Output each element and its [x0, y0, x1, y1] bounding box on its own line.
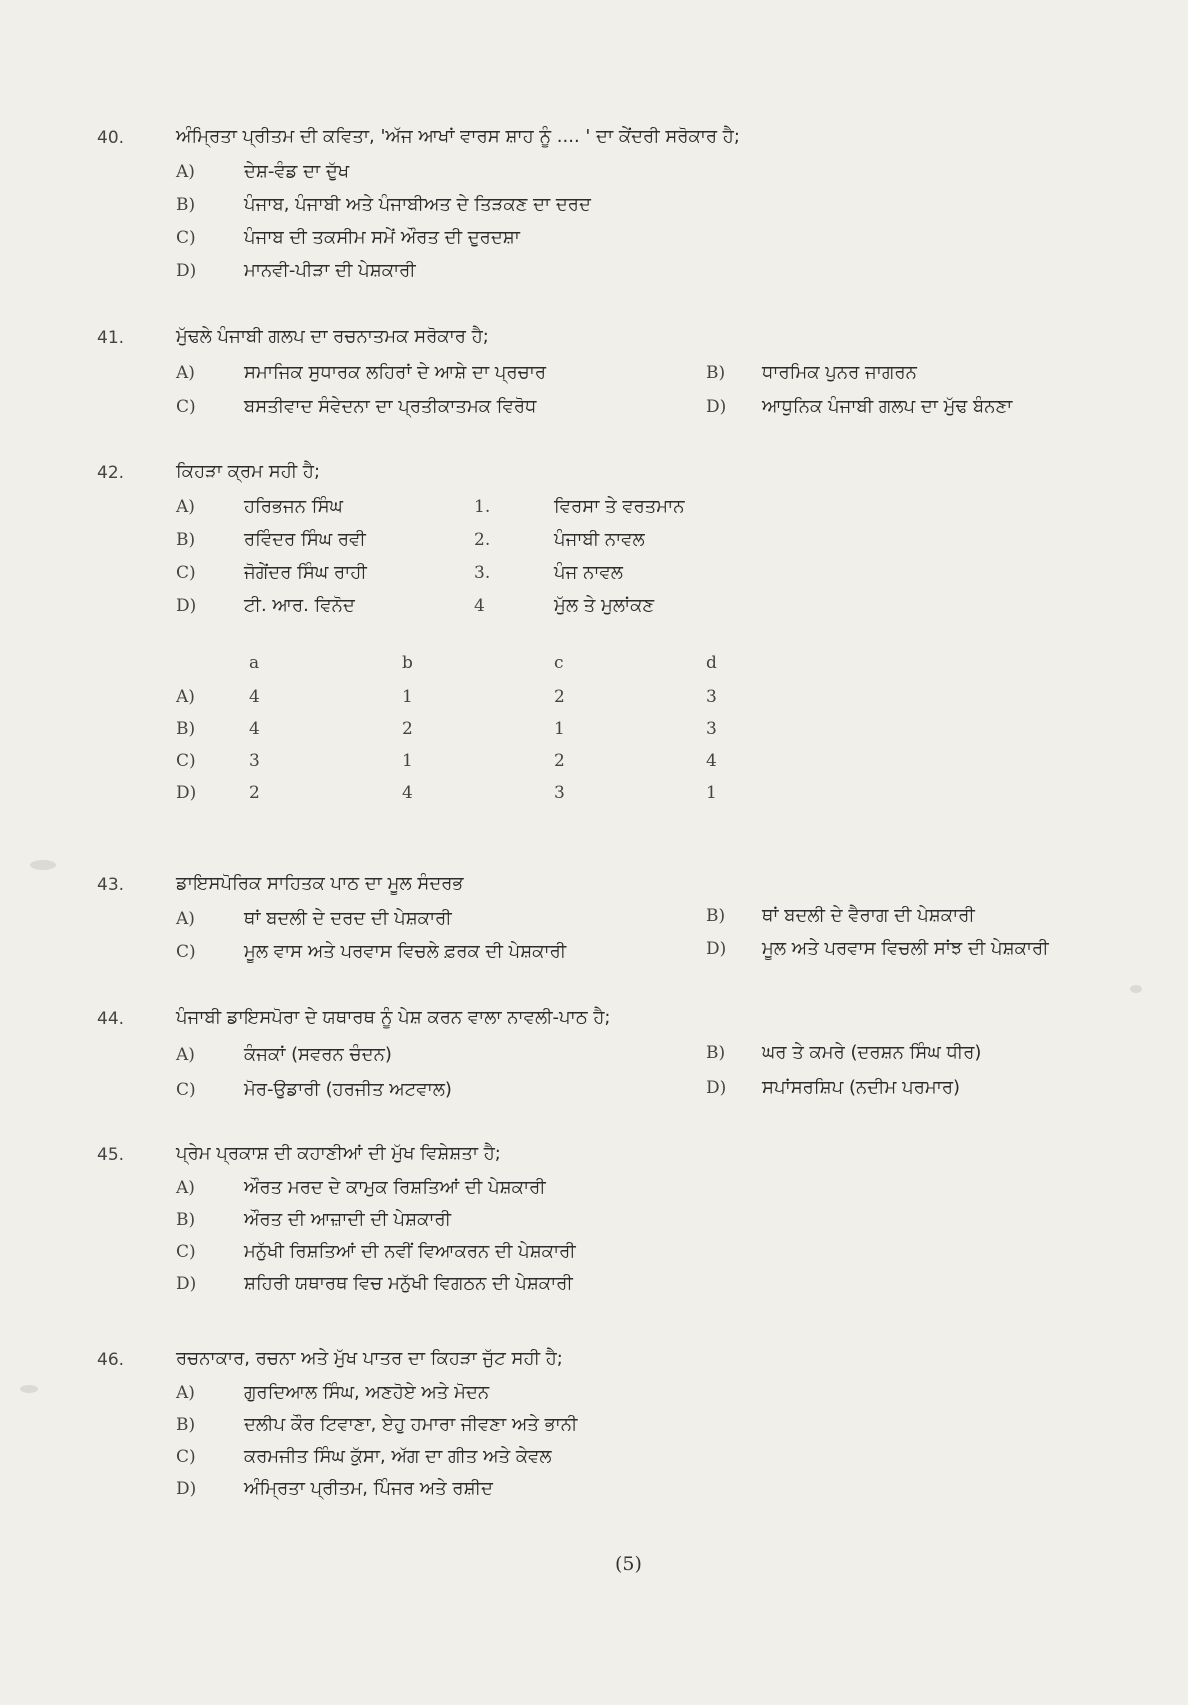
option-a: A) ਔਰਤ ਮਰਦ ਦੇ ਕਾਮੁਕ ਰਿਸ਼ਤਿਆਂ ਦੀ ਪੇਸ਼ਕਾਰੀ: [176, 1177, 546, 1198]
question-stem: ਰਚਨਾਕਾਰ, ਰਚਨਾ ਅਤੇ ਮੁੱਖ ਪਾਤਰ ਦਾ ਕਿਹੜਾ ਜੁੱਟ ਸਹੀ ਹੈ;: [176, 1348, 563, 1369]
exam-page: 40. ਅੰਮ੍ਰਿਤਾ ਪ੍ਰੀਤਮ ਦੀ ਕਵਿਤਾ, 'ਅੱਜ ਆਖਾਂ ਵਾਰਸ ਸ਼ਾਹ ਨੂੰ .... ' ਦਾ ਕੇਂਦਰੀ ਸਰੋਕਾਰ ਹੈ; A) ਦੇਸ਼-ਵੰਡ ਦਾ ਦੁੱਖ B) ਪੰਜਾਬ, ਪੰਜਾਬੀ ਅਤੇ ਪੰਜਾਬੀਅਤ ਦੇ ਤਿੜਕਣ ਦਾ ਦਰਦ C) ਪੰਜਾਬ ਦੀ ਤਕਸੀਮ ਸਮੇਂ ਔਰਤ ਦੀ ਦੁਰਦਸ਼ਾ D) ਮਾਨਵੀ-ਪੀੜਾ ਦੀ ਪੇਸ਼ਕਾਰੀ 41. ਮੁੱਢਲੇ ਪੰਜਾਬੀ ਗਲਪ ਦਾ ਰਚਨਾਤਮਕ ਸਰੋਕਾਰ ਹੈ; A) ਸਮਾਜਿਕ ਸੁਧਾਰਕ ਲਹਿਰਾਂ ਦੇ ਆਸ਼ੇ ਦਾ ਪ੍ਰਚਾਰ B) ਧਾਰਮਿਕ ਪੁਨਰ ਜਾਗਰਨ C) ਬਸਤੀਵਾਦ ਸੰਵੇਦਨਾ ਦਾ ਪ੍ਰਤੀਕਾਤਮਕ ਵਿਰੋਧ D) ਆਧੁਨਿਕ ਪੰਜਾਬੀ ਗਲਪ ਦਾ ਮੁੱਢ ਬੰਨਣਾ 42. ਕਿਹੜਾ ਕ੍ਰਮ ਸਹੀ ਹੈ; A) ਹਰਿਭਜਨ ਸਿੰਘ 1. ਵਿਰਸਾ ਤੇ ਵਰਤਮਾਨ B) ਰਵਿੰਦਰ ਸਿੰਘ ਰਵੀ 2. ਪੰਜਾਬੀ ਨਾਵਲ C) ਜੋਗੇਂਦਰ ਸਿੰਘ ਰਾਹੀ 3. ਪੰਜ ਨਾਵਲ D) ਟੀ. ਆਰ. ਵਿਨੋਦ 4 ਮੁੱਲ ਤੇ ਮੁਲਾਂਕਣ a b c d A) 4 1 2 3 B) 4 2 1 3 C) 3 1 2 4 D) 2 4 3 1 43. ਡਾਇਸਪੋਰਿਕ ਸਾਹਿਤਕ ਪਾਠ ਦਾ ਮੂਲ ਸੰਦਰਭ A) ਥਾਂ ਬਦਲੀ ਦੇ ਦਰਦ ਦੀ ਪੇਸ਼ਕਾਰੀ B) ਥਾਂ ਬਦਲੀ ਦੇ ਵੈਰਾਗ ਦੀ ਪੇਸ਼ਕਾਰੀ C) ਮੂਲ ਵਾਸ ਅਤੇ ਪਰਵਾਸ ਵਿਚਲੇ ਫ਼ਰਕ ਦੀ ਪੇਸ਼ਕਾਰੀ D) ਮੂਲ ਅਤੇ ਪਰਵਾਸ ਵਿਚਲੀ ਸਾਂਝ ਦੀ ਪੇਸ਼ਕਾਰੀ 44. ਪੰਜਾਬੀ ਡਾਇਸਪੋਰਾ ਦੇ ਯਥਾਰਥ ਨੂੰ ਪੇਸ਼ ਕਰਨ ਵਾਲਾ ਨਾਵਲੀ-ਪਾਠ ਹੈ; A) ਕੰਜਕਾਂ (ਸਵਰਨ ਚੰਦਨ) B) ਘਰ ਤੇ ਕਮਰੇ (ਦਰਸ਼ਨ ਸਿੰਘ ਧੀਰ) C) ਮੋਰ-ਉਡਾਰੀ (ਹਰਜੀਤ ਅਟਵਾਲ) D) ਸਪਾਂਸਰਸ਼ਿਪ (ਨਦੀਮ ਪਰਮਾਰ) 45. ਪ੍ਰੇਮ ਪ੍ਰਕਾਸ਼ ਦੀ ਕਹਾਣੀਆਂ ਦੀ ਮੁੱਖ ਵਿਸ਼ੇਸ਼ਤਾ ਹੈ; A) ਔਰਤ ਮਰਦ ਦੇ ਕਾਮੁਕ ਰਿਸ਼ਤਿਆਂ ਦੀ ਪੇਸ਼ਕਾਰੀ B) ਔਰਤ ਦੀ ਆਜ਼ਾਦੀ ਦੀ ਪੇਸ਼ਕਾਰੀ C) ਮਨੁੱਖੀ ਰਿਸ਼ਤਿਆਂ ਦੀ ਨਵੀਂ ਵਿਆਕਰਨ ਦੀ ਪੇਸ਼ਕਾਰੀ D) ਸ਼ਹਿਰੀ ਯਥਾਰਥ ਵਿਚ ਮਨੁੱਖੀ ਵਿਗਠਨ ਦੀ ਪੇਸ਼ਕਾਰੀ 46. ਰਚਨਾਕਾਰ, ਰਚਨਾ ਅਤੇ ਮੁੱਖ ਪਾਤਰ ਦਾ ਕਿਹੜਾ ਜੁੱਟ ਸਹੀ ਹੈ; A) ਗੁਰਦਿਆਲ ਸਿੰਘ, ਅਣਹੋਏ ਅਤੇ ਮੋਦਨ B) ਦਲੀਪ ਕੌਰ ਟਿਵਾਣਾ, ਏਹੁ ਹਮਾਰਾ ਜੀਵਣਾ ਅਤੇ ਭਾਨੀ C) ਕਰਮਜੀਤ ਸਿੰਘ ਕੁੱਸਾ, ਅੱਗ ਦਾ ਗੀਤ ਅਤੇ ਕੇਵਲ D) ਅੰਮ੍ਰਿਤਾ ਪ੍ਰੀਤਮ, ਪਿੰਜਰ ਅਤੇ ਰਸ਼ੀਦ (5): [0, 0, 1188, 1705]
match-row-b: B) ਰਵਿੰਦਰ ਸਿੰਘ ਰਵੀ 2. ਪੰਜਾਬੀ ਨਾਵਲ: [176, 529, 645, 550]
option-b: B) ਘਰ ਤੇ ਕਮਰੇ (ਦਰਸ਼ਨ ਸਿੰਘ ਧੀਰ): [706, 1042, 982, 1063]
option-b: B) ਦਲੀਪ ਕੌਰ ਟਿਵਾਣਾ, ਏਹੁ ਹਮਾਰਾ ਜੀਵਣਾ ਅਤੇ ਭਾਨੀ: [176, 1414, 578, 1435]
option-d: D) ਆਧੁਨਿਕ ਪੰਜਾਬੀ ਗਲਪ ਦਾ ਮੁੱਢ ਬੰਨਣਾ: [706, 396, 1013, 417]
option-c: C) ਕਰਮਜੀਤ ਸਿੰਘ ਕੁੱਸਾ, ਅੱਗ ਦਾ ਗੀਤ ਅਤੇ ਕੇਵਲ: [176, 1446, 552, 1467]
question-number: 41.: [97, 328, 125, 348]
question-number: 43.: [97, 875, 125, 895]
option-b: B) ਔਰਤ ਦੀ ਆਜ਼ਾਦੀ ਦੀ ਪੇਸ਼ਕਾਰੀ: [176, 1209, 452, 1230]
question-number: 40.: [97, 128, 125, 148]
option-c: C) ਮੂਲ ਵਾਸ ਅਤੇ ਪਰਵਾਸ ਵਿਚਲੇ ਫ਼ਰਕ ਦੀ ਪੇਸ਼ਕਾਰੀ: [176, 941, 567, 962]
question-number: 42.: [97, 463, 125, 483]
option-d: D) ਮਾਨਵੀ-ਪੀੜਾ ਦੀ ਪੇਸ਼ਕਾਰੀ: [176, 260, 416, 281]
scan-smudge: [1130, 985, 1142, 993]
option-a: A) ਸਮਾਜਿਕ ਸੁਧਾਰਕ ਲਹਿਰਾਂ ਦੇ ਆਸ਼ੇ ਦਾ ਪ੍ਰਚਾਰ: [176, 362, 547, 383]
question-stem: ਅੰਮ੍ਰਿਤਾ ਪ੍ਰੀਤਮ ਦੀ ਕਵਿਤਾ, 'ਅੱਜ ਆਖਾਂ ਵਾਰਸ ਸ਼ਾਹ ਨੂੰ .... ' ਦਾ ਕੇਂਦਰੀ ਸਰੋਕਾਰ ਹੈ;: [176, 126, 740, 147]
option-d: D) ਸਪਾਂਸਰਸ਼ਿਪ (ਨਦੀਮ ਪਰਮਾਰ): [706, 1077, 961, 1098]
option-c: C) ਬਸਤੀਵਾਦ ਸੰਵੇਦਨਾ ਦਾ ਪ੍ਰਤੀਕਾਤਮਕ ਵਿਰੋਧ: [176, 396, 537, 417]
option-a: A) ਗੁਰਦਿਆਲ ਸਿੰਘ, ਅਣਹੋਏ ਅਤੇ ਮੋਦਨ: [176, 1382, 490, 1403]
option-a: A) ਕੰਜਕਾਂ (ਸਵਰਨ ਚੰਦਨ): [176, 1044, 392, 1065]
question-stem: ਪੰਜਾਬੀ ਡਾਇਸਪੋਰਾ ਦੇ ਯਥਾਰਥ ਨੂੰ ਪੇਸ਼ ਕਰਨ ਵਾਲਾ ਨਾਵਲੀ-ਪਾਠ ਹੈ;: [176, 1007, 611, 1028]
question-stem: ਮੁੱਢਲੇ ਪੰਜਾਬੀ ਗਲਪ ਦਾ ਰਚਨਾਤਮਕ ਸਰੋਕਾਰ ਹੈ;: [176, 326, 489, 347]
option-b: B) ਥਾਂ ਬਦਲੀ ਦੇ ਵੈਰਾਗ ਦੀ ਪੇਸ਼ਕਾਰੀ: [706, 905, 975, 926]
match-row-c: C) ਜੋਗੇਂਦਰ ਸਿੰਘ ਰਾਹੀ 3. ਪੰਜ ਨਾਵਲ: [176, 562, 623, 583]
option-d: D) ਸ਼ਹਿਰੀ ਯਥਾਰਥ ਵਿਚ ਮਨੁੱਖੀ ਵਿਗਠਨ ਦੀ ਪੇਸ਼ਕਾਰੀ: [176, 1273, 573, 1294]
question-stem: ਕਿਹੜਾ ਕ੍ਰਮ ਸਹੀ ਹੈ;: [176, 461, 321, 482]
option-b: B) ਧਾਰਮਿਕ ਪੁਨਰ ਜਾਗਰਨ: [706, 362, 917, 383]
option-d: D) ਅੰਮ੍ਰਿਤਾ ਪ੍ਰੀਤਮ, ਪਿੰਜਰ ਅਤੇ ਰਸ਼ੀਦ: [176, 1478, 493, 1499]
option-b: B) ਪੰਜਾਬ, ਪੰਜਾਬੀ ਅਤੇ ਪੰਜਾਬੀਅਤ ਦੇ ਤਿੜਕਣ ਦਾ ਦਰਦ: [176, 194, 591, 215]
scan-smudge: [30, 860, 56, 870]
option-d: D) ਮੂਲ ਅਤੇ ਪਰਵਾਸ ਵਿਚਲੀ ਸਾਂਝ ਦੀ ਪੇਸ਼ਕਾਰੀ: [706, 938, 1049, 959]
option-a: A) ਥਾਂ ਬਦਲੀ ਦੇ ਦਰਦ ਦੀ ਪੇਸ਼ਕਾਰੀ: [176, 908, 452, 929]
question-number: 46.: [97, 1350, 125, 1370]
question-stem: ਡਾਇਸਪੋਰਿਕ ਸਾਹਿਤਕ ਪਾਠ ਦਾ ਮੂਲ ਸੰਦਰਭ: [176, 873, 464, 894]
match-row-d: D) ਟੀ. ਆਰ. ਵਿਨੋਦ 4 ਮੁੱਲ ਤੇ ਮੁਲਾਂਕਣ: [176, 595, 655, 616]
question-number: 45.: [97, 1145, 125, 1165]
question-number: 44.: [97, 1009, 125, 1029]
option-a: A) ਦੇਸ਼-ਵੰਡ ਦਾ ਦੁੱਖ: [176, 161, 350, 182]
scan-smudge: [20, 1385, 38, 1393]
page-number: (5): [615, 1553, 642, 1575]
option-c: C) ਮੋਰ-ਉਡਾਰੀ (ਹਰਜੀਤ ਅਟਵਾਲ): [176, 1079, 452, 1100]
option-c: C) ਮਨੁੱਖੀ ਰਿਸ਼ਤਿਆਂ ਦੀ ਨਵੀਂ ਵਿਆਕਰਨ ਦੀ ਪੇਸ਼ਕਾਰੀ: [176, 1241, 576, 1262]
question-stem: ਪ੍ਰੇਮ ਪ੍ਰਕਾਸ਼ ਦੀ ਕਹਾਣੀਆਂ ਦੀ ਮੁੱਖ ਵਿਸ਼ੇਸ਼ਤਾ ਹੈ;: [176, 1143, 501, 1164]
option-c: C) ਪੰਜਾਬ ਦੀ ਤਕਸੀਮ ਸਮੇਂ ਔਰਤ ਦੀ ਦੁਰਦਸ਼ਾ: [176, 227, 520, 248]
match-row-a: A) ਹਰਿਭਜਨ ਸਿੰਘ 1. ਵਿਰਸਾ ਤੇ ਵਰਤਮਾਨ: [176, 496, 685, 517]
